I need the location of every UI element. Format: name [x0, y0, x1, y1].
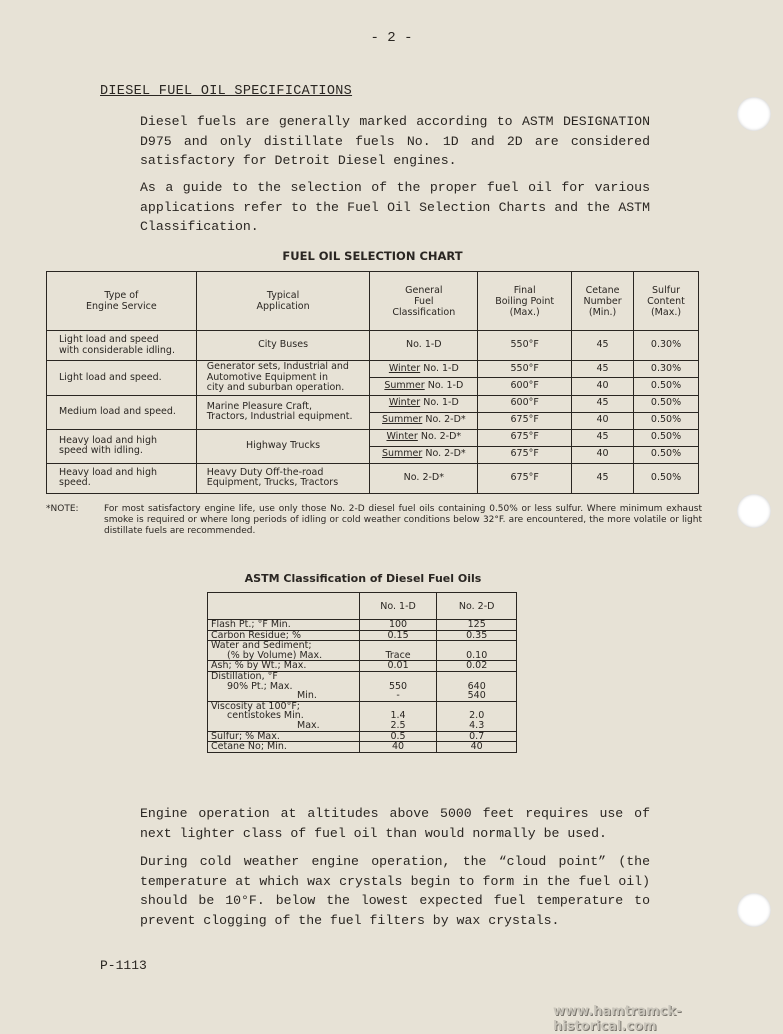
astm-value: 640 — [467, 680, 486, 692]
season-label: Summer — [382, 414, 423, 426]
fuel-grade: No. 1-D — [427, 380, 464, 392]
cetane-number-cell: 40 — [572, 378, 634, 395]
astm-value: 2.0 — [469, 710, 485, 722]
astm-row — [208, 701, 517, 731]
astm-value: 100 — [388, 619, 408, 630]
header-cetane-number — [572, 272, 634, 331]
astm-property-line: Flash Pt.; °F Min. — [211, 619, 291, 630]
fuel-grade: No. 1-D — [423, 362, 459, 374]
typical-application-line: Automotive Equipment in — [206, 371, 328, 383]
astm-value: 550 — [388, 680, 408, 692]
engine-service-line: Heavy load and high — [59, 434, 158, 446]
header-line: Classification — [392, 306, 456, 318]
engine-service-line: speed. — [59, 477, 91, 488]
selection-table-header-row — [47, 272, 699, 331]
fuel-oil-selection-table — [46, 271, 699, 494]
boiling-point-cell: 550°F — [478, 361, 572, 378]
header-line: Boiling Point — [495, 295, 555, 307]
fuel-grade: No. 2-D* — [420, 431, 462, 443]
astm-no1d-cell — [359, 630, 437, 641]
astm-row — [208, 742, 517, 753]
astm-value: 0.7 — [469, 730, 485, 742]
fuel-classification-cell — [370, 395, 478, 412]
boiling-point-cell: 675°F — [478, 412, 572, 429]
typical-application-line: Equipment, Trucks, Tractors — [206, 477, 339, 488]
astm-value: 4.3 — [469, 719, 485, 731]
cetane-number-cell: 45 — [572, 463, 634, 493]
engine-service-cell — [47, 361, 197, 396]
header-line: (Max.) — [650, 306, 682, 318]
header-line: Application — [256, 301, 310, 312]
astm-property-cell — [208, 661, 360, 672]
season-label: Winter — [388, 397, 421, 409]
cetane-number-cell: 45 — [572, 429, 634, 446]
typical-application-line: city and suburban operation. — [206, 382, 345, 393]
header-fuel-classification — [370, 272, 478, 331]
watermark: www.hamtramck-historical.com — [553, 1004, 682, 1034]
astm-value: 0.5 — [390, 730, 406, 742]
header-line: Type of — [104, 290, 139, 301]
header-sulfur-content — [634, 272, 699, 331]
astm-no1d-cell — [359, 661, 437, 672]
astm-row — [208, 620, 517, 631]
selection-table-row — [47, 331, 699, 361]
astm-no2d-cell — [437, 731, 517, 742]
sulfur-content-cell: 0.50% — [634, 429, 699, 446]
astm-no2d-cell — [437, 641, 517, 661]
astm-no1d-cell — [359, 671, 437, 701]
sulfur-content-cell: 0.30% — [634, 331, 699, 361]
astm-property-line: (% by Volume) Max. — [227, 649, 323, 661]
astm-value: 40 — [392, 741, 405, 753]
astm-property-cell — [208, 620, 360, 631]
sulfur-content-cell: 0.50% — [634, 446, 699, 463]
astm-header-no1d: No. 1-D — [359, 593, 437, 620]
astm-value: 0.10 — [466, 649, 488, 661]
header-line: Fuel — [414, 295, 434, 307]
engine-service-line: Heavy load and high — [59, 466, 158, 478]
cetane-number-cell: 45 — [572, 395, 634, 412]
fuel-classification-cell — [370, 331, 478, 361]
astm-header-property — [208, 593, 360, 620]
season-label: Summer — [384, 380, 425, 392]
astm-row — [208, 731, 517, 742]
astm-no1d-cell — [359, 620, 437, 631]
astm-header-no2d: No. 2-D — [437, 593, 517, 620]
typical-application-line: Tractors, Industrial equipment. — [206, 411, 353, 422]
punch-hole-middle — [737, 494, 771, 528]
engine-service-cell — [47, 331, 197, 361]
astm-value: 0.35 — [466, 629, 488, 641]
season-label: Winter — [386, 431, 418, 443]
astm-property-line: Distillation, °F — [211, 670, 278, 682]
boiling-point-cell: 550°F — [478, 331, 572, 361]
astm-value: 2.5 — [390, 719, 406, 731]
typical-application-line: Heavy Duty Off-the-road — [206, 466, 324, 478]
typical-application-cell — [196, 331, 370, 361]
header-typical-application — [196, 272, 370, 331]
fuel-classification-cell — [370, 463, 478, 493]
intro-paragraph-1: Diesel fuels are generally marked according to ASTM DESIGNATION D975 and only distillate fuels No. 1D and 2D are considered satisfactory for Detroit Diesel engines. — [140, 114, 650, 168]
typical-application-line: Marine Pleasure Craft, — [206, 400, 313, 412]
astm-value: 0.01 — [387, 660, 409, 672]
astm-value: Trace — [385, 649, 411, 661]
typical-application-line: Generator sets, Industrial and — [206, 361, 349, 372]
astm-no2d-cell — [437, 701, 517, 731]
footer-code: P-1113 — [100, 958, 147, 973]
astm-no2d-cell — [437, 671, 517, 701]
sulfur-content-cell: 0.30% — [634, 361, 699, 378]
astm-property-line: Max. — [297, 719, 320, 731]
selection-chart-title: FUEL OIL SELECTION CHART — [282, 249, 463, 263]
intro-paragraph-2: As a guide to the selection of the proper fuel oil for various applications refer to the Fuel Oil Selection Charts and the ASTM Classification. — [140, 180, 650, 234]
cetane-number-cell: 40 — [572, 412, 634, 429]
astm-property-line: Viscosity at 100°F; — [211, 700, 300, 712]
page-number: - 2 - — [370, 30, 413, 46]
boiling-point-cell: 600°F — [478, 378, 572, 395]
header-line: Cetane — [585, 284, 620, 296]
astm-no1d-cell — [359, 701, 437, 731]
astm-no1d-cell — [359, 731, 437, 742]
sulfur-content-cell: 0.50% — [634, 395, 699, 412]
engine-service-line: with considerable idling. — [59, 344, 175, 356]
typical-application-cell — [196, 429, 370, 463]
header-line: Content — [647, 295, 685, 307]
cetane-number-cell: 45 — [572, 361, 634, 378]
boiling-point-cell: 675°F — [478, 446, 572, 463]
astm-property-line: 90% Pt.; Max. — [227, 680, 293, 692]
astm-property-line: Water and Sediment; — [211, 640, 312, 652]
note-text: For most satisfactory engine life, use only those No. 2-D diesel fuel oils containing 0.50% or less sulfur. Where minimum exhaust smoke is required or where long periods of idling or cold weather conditions below 32°F. are encountered, the more volatile or light distillate fuels are recommended. — [104, 504, 702, 536]
astm-row — [208, 661, 517, 672]
astm-property-cell — [208, 630, 360, 641]
fuel-grade: No. 1-D — [406, 339, 442, 351]
astm-row — [208, 671, 517, 701]
typical-application-line: Highway Trucks — [246, 439, 321, 451]
astm-property-cell — [208, 671, 360, 701]
sulfur-content-cell: 0.50% — [634, 378, 699, 395]
astm-property-line: Carbon Residue; % — [211, 629, 301, 641]
astm-property-line: Min. — [297, 690, 317, 702]
selection-table-row — [47, 395, 699, 412]
header-engine-service — [47, 272, 197, 331]
header-line: Engine Service — [86, 301, 157, 312]
header-line: (Max.) — [509, 306, 540, 318]
astm-property-cell — [208, 641, 360, 661]
fuel-classification-cell — [370, 361, 478, 378]
header-line: Number — [583, 295, 622, 307]
astm-property-line: Ash; % by Wt.; Max. — [211, 660, 307, 672]
astm-no2d-cell — [437, 742, 517, 753]
altitude-paragraph: Engine operation at altitudes above 5000 feet requires use of next lighter class of fuel oil than would normally be used. — [140, 806, 650, 841]
punch-hole-bottom — [737, 893, 771, 927]
astm-value: 0.02 — [466, 660, 488, 672]
engine-service-cell — [47, 463, 197, 493]
fuel-classification-cell — [370, 412, 478, 429]
typical-application-line: City Buses — [258, 339, 309, 351]
astm-no2d-cell — [437, 630, 517, 641]
astm-classification-table — [207, 592, 517, 753]
fuel-classification-cell — [370, 378, 478, 395]
astm-no2d-cell — [437, 661, 517, 672]
astm-value: - — [396, 690, 400, 702]
engine-service-line: Light load and speed. — [59, 371, 162, 383]
engine-service-line: Light load and speed — [59, 334, 159, 345]
season-label: Summer — [382, 448, 423, 460]
punch-hole-top — [737, 97, 771, 131]
astm-property-cell — [208, 731, 360, 742]
engine-service-cell — [47, 395, 197, 429]
astm-value: 0.15 — [387, 629, 409, 641]
selection-table-row — [47, 361, 699, 378]
cold-weather-paragraph: During cold weather engine operation, the “cloud point” (the temperature at which wax crystals begin to form in the fuel oil) should be 10°F. below the lowest expected fuel temperature to prevent clogging of the fuel filters by wax crystals. — [140, 854, 650, 928]
engine-service-cell — [47, 429, 197, 463]
cetane-number-cell: 40 — [572, 446, 634, 463]
astm-property-line: Sulfur; % Max. — [211, 730, 280, 742]
header-line: (Min.) — [588, 306, 617, 318]
astm-row — [208, 641, 517, 661]
header-line: General — [405, 284, 443, 296]
astm-property-line: centistokes Min. — [227, 710, 304, 722]
header-boiling-point — [478, 272, 572, 331]
typical-application-cell — [196, 395, 370, 429]
header-line: Typical — [266, 290, 300, 301]
fuel-classification-cell — [370, 446, 478, 463]
note-label: *NOTE: — [46, 504, 79, 514]
astm-no1d-cell — [359, 641, 437, 661]
header-line: Sulfur — [652, 284, 680, 296]
selection-chart-note — [46, 504, 702, 537]
sulfur-content-cell: 0.50% — [634, 463, 699, 493]
astm-property-cell — [208, 701, 360, 731]
typical-application-cell — [196, 361, 370, 396]
astm-value: 540 — [467, 690, 486, 702]
astm-value: 40 — [470, 741, 483, 753]
section-heading: DIESEL FUEL OIL SPECIFICATIONS — [100, 84, 353, 99]
sulfur-content-cell: 0.50% — [634, 412, 699, 429]
boiling-point-cell: 675°F — [478, 429, 572, 446]
fuel-grade: No. 2-D* — [425, 414, 466, 426]
astm-property-cell — [208, 742, 360, 753]
astm-property-line: Cetane No; Min. — [211, 741, 287, 753]
astm-value: 125 — [467, 619, 486, 630]
cetane-number-cell: 45 — [572, 331, 634, 361]
selection-table-row — [47, 463, 699, 493]
astm-no2d-cell — [437, 620, 517, 631]
selection-table-row — [47, 429, 699, 446]
engine-service-line: speed with idling. — [59, 445, 143, 456]
astm-value: 1.4 — [390, 710, 406, 722]
typical-application-cell — [196, 463, 370, 493]
header-line: Final — [513, 284, 536, 296]
boiling-point-cell: 675°F — [478, 463, 572, 493]
fuel-grade: No. 1-D — [423, 397, 459, 409]
astm-table-title: ASTM Classification of Diesel Fuel Oils — [244, 572, 482, 585]
engine-service-line: Medium load and speed. — [59, 405, 176, 417]
fuel-grade: No. 2-D* — [403, 471, 445, 483]
astm-row — [208, 630, 517, 641]
boiling-point-cell: 600°F — [478, 395, 572, 412]
fuel-classification-cell — [370, 429, 478, 446]
season-label: Winter — [388, 362, 421, 374]
fuel-grade: No. 2-D* — [425, 448, 466, 460]
astm-no1d-cell — [359, 742, 437, 753]
astm-header-row — [208, 593, 517, 620]
